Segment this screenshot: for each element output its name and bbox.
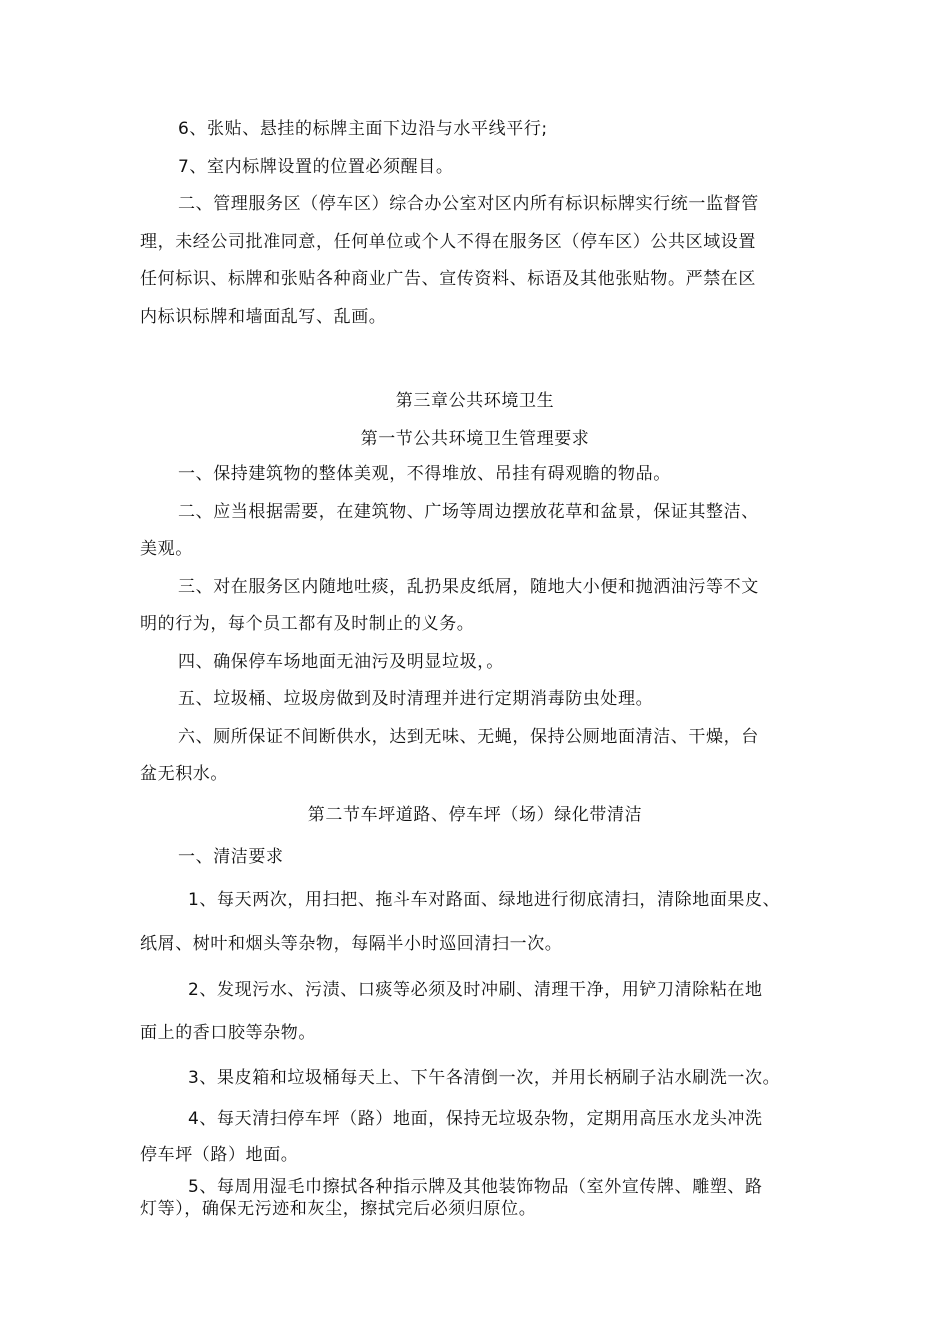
paragraph-line: 3、果皮箱和垃圾桶每天上、下午各清倒一次，并用长柄刷子沾水刷洗一次。 [188, 1068, 781, 1088]
paragraph-line: 一、保持建筑物的整体美观，不得堆放、吊挂有碍观瞻的物品。 [178, 464, 671, 484]
paragraph-line: 美观。 [140, 539, 193, 559]
paragraph-line: 7、室内标牌设置的位置必须醒目。 [178, 157, 454, 177]
paragraph-line: 理，未经公司批准同意，任何单位或个人不得在服务区（停车区）公共区域设置 [140, 232, 756, 252]
paragraph-line: 4、每天清扫停车坪（路）地面，保持无垃圾杂物，定期用高压水龙头冲洗 [188, 1109, 763, 1129]
paragraph-line: 纸屑、树叶和烟头等杂物，每隔半小时巡回清扫一次。 [140, 934, 563, 954]
paragraph-line: 停车坪（路）地面。 [140, 1145, 299, 1165]
paragraph-line: 6、张贴、悬挂的标牌主面下边沿与水平线平行; [178, 119, 548, 139]
paragraph-line: 5、每周用湿毛巾擦拭各种指示牌及其他装饰物品（室外宣传牌、雕塑、路 [188, 1177, 763, 1197]
paragraph-line: 四、确保停车场地面无油污及明显垃圾，。 [178, 652, 504, 672]
section-title: 第一节公共环境卫生管理要求 [360, 429, 590, 449]
subsection-title: 一、清洁要求 [178, 847, 284, 867]
paragraph-line: 三、对在服务区内随地吐痰，乱扔果皮纸屑，随地大小便和抛洒油污等不文 [178, 577, 759, 597]
paragraph-line: 六、厕所保证不间断供水，达到无味、无蝇，保持公厕地面清洁、干燥，台 [178, 727, 759, 747]
paragraph-line: 1、每天两次，用扫把、拖斗车对路面、绿地进行彻底清扫，清除地面果皮、 [188, 890, 781, 910]
paragraph-line: 内标识标牌和墙面乱写、乱画。 [140, 307, 387, 327]
paragraph-line: 二、管理服务区（停车区）综合办公室对区内所有标识标牌实行统一监督管 [178, 194, 759, 214]
paragraph-line: 明的行为，每个员工都有及时制止的义务。 [140, 614, 475, 634]
paragraph-line: 灯等），确保无污迹和灰尘，擦拭完后必须归原位。 [140, 1199, 537, 1219]
chapter-title: 第三章公共环境卫生 [395, 391, 555, 411]
paragraph-line: 任何标识、标牌和张贴各种商业广告、宣传资料、标语及其他张贴物。严禁在区 [140, 269, 756, 289]
section-title: 第二节车坪道路、停车坪（场）绿化带清洁 [307, 805, 643, 825]
paragraph-line: 2、发现污水、污渍、口痰等必须及时冲刷、清理干净，用铲刀清除粘在地 [188, 980, 763, 1000]
paragraph-line: 五、垃圾桶、垃圾房做到及时清理并进行定期消毒防虫处理。 [178, 689, 654, 709]
paragraph-line: 盆无积水。 [140, 764, 228, 784]
paragraph-line: 二、应当根据需要，在建筑物、广场等周边摆放花草和盆景，保证其整洁、 [178, 502, 759, 522]
paragraph-line: 面上的香口胶等杂物。 [140, 1023, 316, 1043]
